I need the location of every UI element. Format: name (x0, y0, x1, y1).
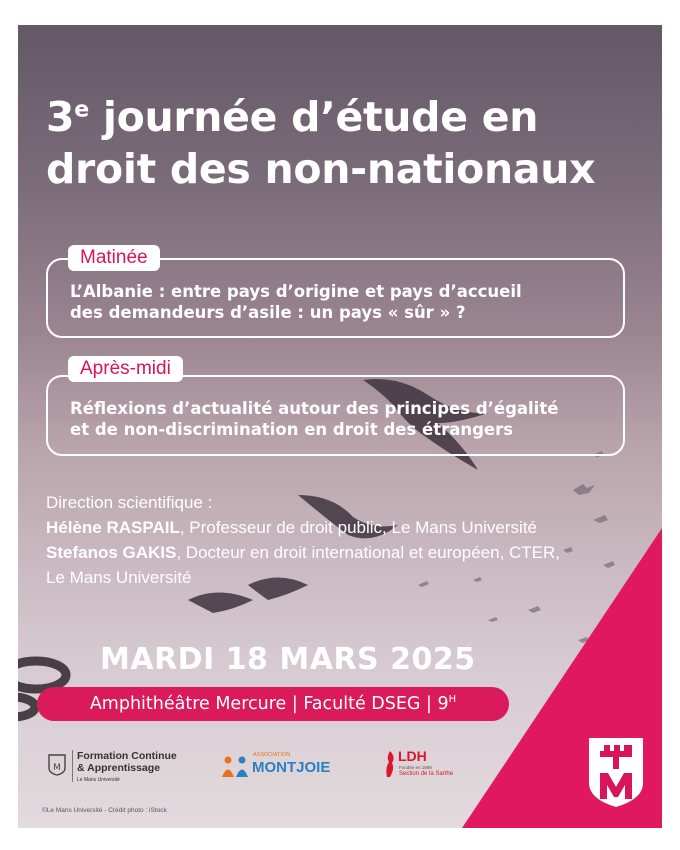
morning-line1: L’Albanie : entre pays d’origine et pays d’accueil (70, 282, 522, 301)
venue-banner (37, 687, 509, 721)
montjoie-label: MONTJOIE (252, 759, 331, 776)
ldh-founded: Fondée en 1898 (399, 765, 432, 770)
ldh-label: LDH (398, 748, 427, 764)
ldh-section: Section de la Sarthe (399, 771, 454, 777)
afternoon-line1: Réflexions d’actualité autour des principes d’égalité (70, 399, 559, 418)
fc-line3: Le Mans Université (77, 777, 120, 783)
title-line2: droit des non-nationaux (46, 145, 596, 194)
formation-continue-logo (77, 750, 207, 786)
direction-heading: Direction scientifique : (46, 493, 213, 512)
title-line1-rest: journée d’étude en (88, 93, 539, 141)
person2-role: , Docteur en droit international et européen, CTER, (176, 543, 561, 562)
morning-session-description (70, 281, 522, 323)
afternoon-session-tag: Après-midi (68, 356, 183, 382)
montjoie-small-label: ASSOCIATION (253, 752, 291, 758)
fc-line2: & Apprentissage (77, 762, 161, 774)
person2-role-continued: Le Mans Université (46, 568, 192, 587)
title-ordinal: e (74, 97, 89, 123)
montjoie-logo (221, 752, 351, 782)
morning-line2: des demandeurs d’asile : un pays « sûr » ? (70, 303, 466, 322)
svg-text:M: M (53, 763, 61, 773)
fc-line1: Formation Continue (77, 750, 177, 762)
morning-session-tag: Matinée (68, 245, 160, 271)
event-poster (18, 25, 662, 828)
ldh-flame-icon (383, 750, 397, 778)
person1-role: , Professeur de droit public, Le Mans Université (179, 518, 537, 537)
afternoon-line2: et de non-discrimination en droit des étrangers (70, 420, 514, 439)
photo-credit: ©Le Mans Université - Crédit photo : iStock (42, 807, 167, 814)
venue-hour-suffix: H (448, 694, 457, 706)
afternoon-session-description (70, 398, 558, 440)
title-line1-prefix: 3 (46, 93, 75, 141)
montjoie-people-icon (221, 756, 251, 778)
le-mans-universite-shield-icon (586, 735, 646, 809)
event-title (46, 91, 646, 196)
le-mans-small-shield-icon (48, 754, 66, 776)
person1-name: Hélène RASPAIL (46, 518, 180, 537)
event-date: MARDI 18 MARS 2025 (100, 642, 476, 677)
person2-name: Stefanos GAKIS (46, 543, 177, 562)
venue-text: Amphithéâtre Mercure | Faculté DSEG | 9 (89, 694, 449, 714)
